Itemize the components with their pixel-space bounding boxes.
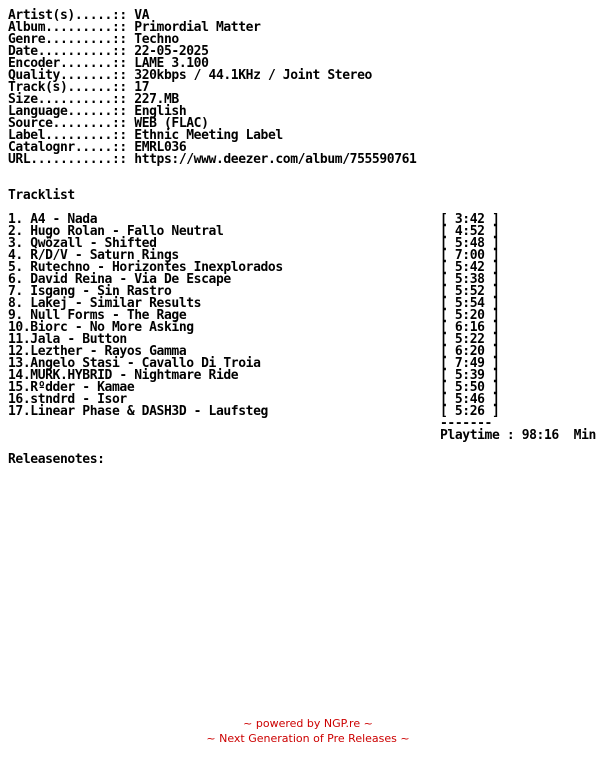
track-duration: [ 5:52 ] xyxy=(440,284,500,299)
track-title: 14.MURK.HYBRID - Nightmare Ride xyxy=(8,368,239,383)
track-title: 10.Biorc - No More Asking xyxy=(8,320,194,335)
info-key: Genre.........:: xyxy=(8,32,127,47)
track-duration: [ 5:54 ] xyxy=(440,296,500,311)
track-title: 8. Lakej - Similar Results xyxy=(8,296,202,311)
track-duration: [ 5:46 ] xyxy=(440,392,500,407)
info-value: 320kbps / 44.1KHz / Joint Stereo xyxy=(134,68,372,83)
track-duration: [ 5:50 ] xyxy=(440,380,500,395)
info-value: 22-05-2025 xyxy=(134,44,209,59)
track-title: 13.Angelo Stasi - Cavallo Di Troia xyxy=(8,356,261,371)
info-value: Primordial Matter xyxy=(134,20,261,35)
nfo-text-block xyxy=(8,8,596,467)
track-duration: [ 5:48 ] xyxy=(440,236,500,251)
info-key: Artist(s).....:: xyxy=(8,8,127,23)
playtime: Playtime : 98:16 Min xyxy=(440,428,596,443)
track-title: 12.Lezther - Rayos Gamma xyxy=(8,344,187,359)
track-duration: [ 4:52 ] xyxy=(440,224,500,239)
separator-row xyxy=(8,416,492,431)
track-title: 11.Jala - Button xyxy=(8,332,127,347)
tracklist xyxy=(8,212,500,419)
info-value: Ethnic Meeting Label xyxy=(134,128,283,143)
track-title: 3. Qwözall - Shifted xyxy=(8,236,157,251)
tracklist-heading: Tracklist xyxy=(8,188,75,203)
info-line xyxy=(8,154,416,166)
track-duration: [ 6:20 ] xyxy=(440,344,500,359)
track-duration: [ 5:26 ] xyxy=(440,404,500,419)
track-title: 15.Rºdder - Kamae xyxy=(8,380,135,395)
info-key: Quality.......:: xyxy=(8,68,127,83)
info-key: Source........:: xyxy=(8,116,127,131)
track-duration: [ 7:00 ] xyxy=(440,248,500,263)
info-value: Techno xyxy=(134,32,179,47)
info-value: VA xyxy=(134,8,150,23)
footer xyxy=(0,716,616,746)
release-info xyxy=(8,10,416,166)
info-key: Date..........:: xyxy=(8,44,127,59)
footer-line-2: ~ Next Generation of Pre Releases ~ xyxy=(206,732,410,745)
info-key: Encoder.......:: xyxy=(8,56,127,71)
track-title: 5. Rutechno - Horizontes Inexplorados xyxy=(8,260,283,275)
track-title: 4. R/D/V - Saturn Rings xyxy=(8,248,179,263)
info-key: Size..........:: xyxy=(8,92,127,107)
info-value: 17 xyxy=(134,80,150,95)
info-value: EMRL036 xyxy=(134,140,187,155)
info-value: 227.MB xyxy=(134,92,179,107)
track-title: 2. Hugo Rolan - Fallo Neutral xyxy=(8,224,224,239)
track-duration: [ 5:39 ] xyxy=(440,368,500,383)
info-value: WEB (FLAC) xyxy=(134,116,209,131)
info-key: Label.........:: xyxy=(8,128,127,143)
track-title: 6. David Reina - Via De Escape xyxy=(8,272,231,287)
track-title: 9. Null Forms - The Rage xyxy=(8,308,187,323)
info-value: English xyxy=(134,104,187,119)
track-row xyxy=(8,404,500,419)
info-key: URL...........:: xyxy=(8,152,127,167)
playtime-row xyxy=(8,428,596,443)
separator: ------- xyxy=(440,416,492,431)
info-key: Track(s)......:: xyxy=(8,80,127,95)
releasenotes-heading: Releasenotes: xyxy=(8,452,105,467)
info-key: Language......:: xyxy=(8,104,127,119)
track-duration: [ 5:38 ] xyxy=(440,272,500,287)
info-value: https://www.deezer.com/album/755590761 xyxy=(134,152,417,167)
info-value: LAME 3.100 xyxy=(134,56,209,71)
track-duration: [ 3:42 ] xyxy=(440,212,500,227)
track-title: 7. Isgang - Sin Rastro xyxy=(8,284,172,299)
track-duration: [ 5:22 ] xyxy=(440,332,500,347)
track-duration: [ 7:49 ] xyxy=(440,356,500,371)
track-title: 1. A4 - Nada xyxy=(8,212,98,227)
info-key: Album.........:: xyxy=(8,20,127,35)
track-duration: [ 6:16 ] xyxy=(440,320,500,335)
track-duration: [ 5:20 ] xyxy=(440,308,500,323)
track-duration: [ 5:42 ] xyxy=(440,260,500,275)
footer-line-1: ~ powered by NGP.re ~ xyxy=(243,717,373,730)
info-key: Catalognr.....:: xyxy=(8,140,127,155)
track-title: 17.Linear Phase & DASH3D - Laufsteg xyxy=(8,404,268,419)
track-title: 16.stndrd - Isor xyxy=(8,392,127,407)
